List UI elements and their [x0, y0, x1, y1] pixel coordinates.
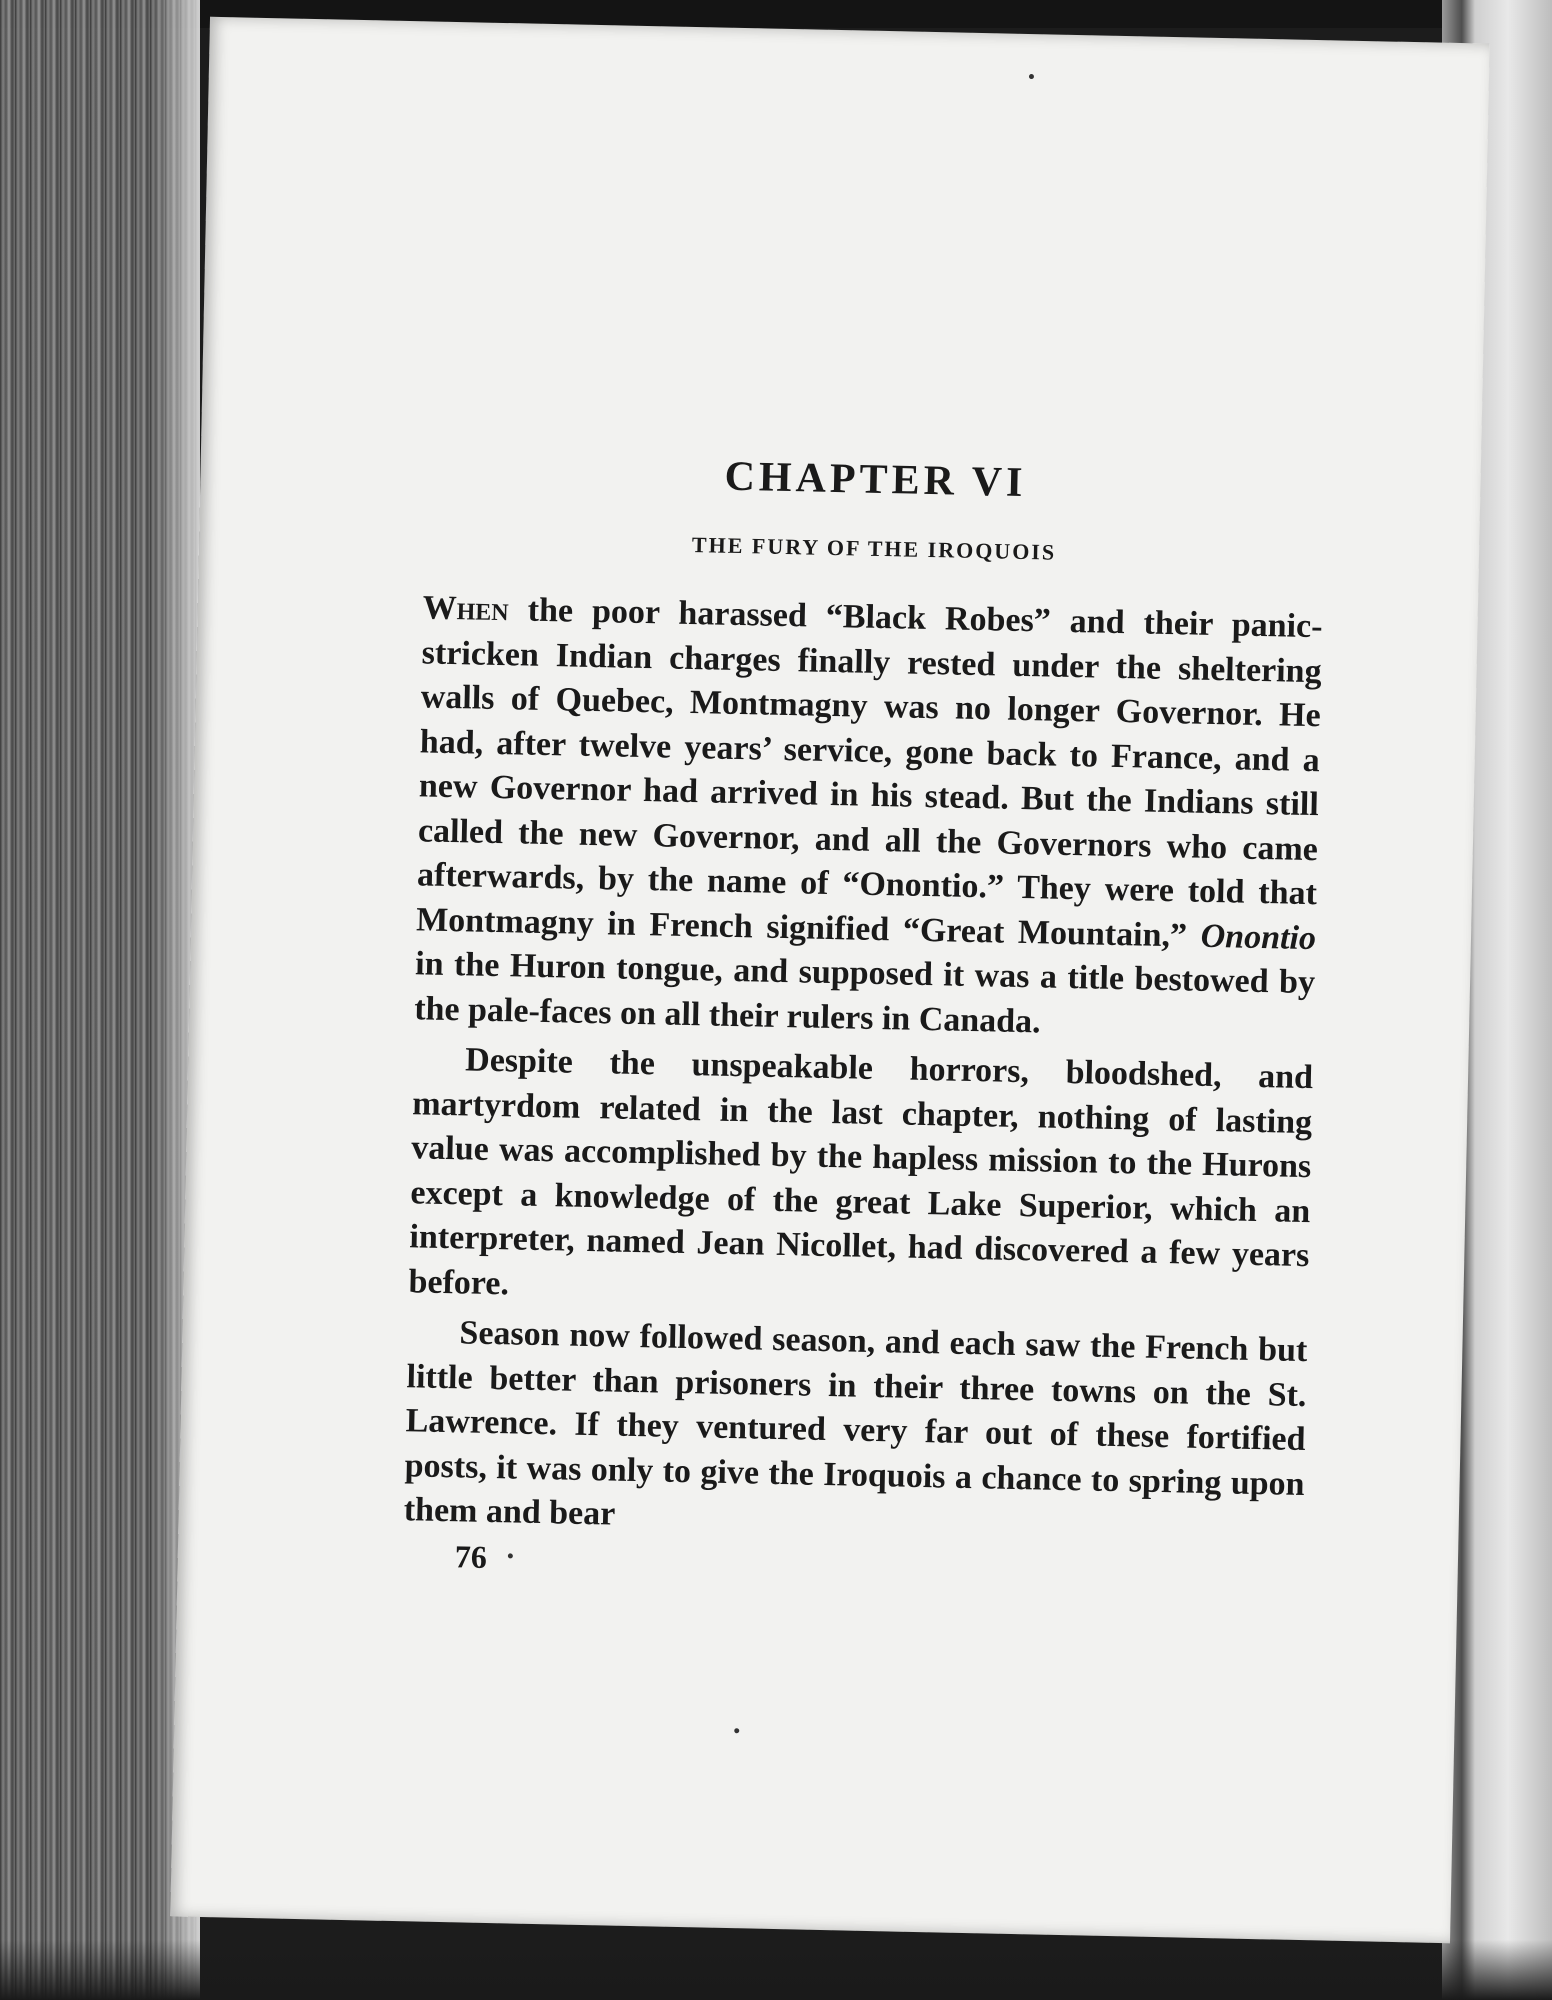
- paragraph-1: [414, 586, 1323, 1050]
- book-page-edges: [0, 0, 200, 2000]
- page-paper: [170, 17, 1490, 1943]
- chapter-subtitle: THE FURY OF THE IROQUOIS: [691, 532, 1057, 565]
- paper-speck: [734, 1728, 739, 1733]
- paragraph-lead-word: When: [422, 589, 510, 629]
- page-number: 76: [454, 1537, 488, 1575]
- paragraph-italic-word: Onontio: [1200, 917, 1317, 957]
- paragraph-3: Season now followed season, and each saw the French but little better than prisoners in their three towns on the St. Lawrence. If they ventured very far out of these fortified posts, it was only to give the Iroquois a chance to spring upon them and bear: [403, 1314, 1308, 1533]
- page-text-block: [402, 446, 1325, 1592]
- paragraph-2: Despite the unspeakable horrors, bloodshed, and martyrdom related in the last chapter, nothing of lasting value was accomplished by the hapless mission to the Hurons except a knowledge of the great Lake Superior, which an interpreter, named Jean Nicollet, had discovered a few years before.: [408, 1041, 1314, 1302]
- paragraph-text: the poor harassed “Black Robes” and their panic-stricken Indian charges finally rested under the sheltering walls of Quebec, Montmagny was no longer Governor. He had, after twelve years’ service, gone back to France, and a new Governor had arrived in his stead. But the Indians still called the new Governor, and all the Governors who came afterwards, by the name of “Onontio.” They were told that Montmagny in French signified “Great Mountain,”: [415, 591, 1323, 955]
- chapter-title: CHAPTER VI: [724, 453, 1027, 506]
- scanner-bottom-shadow: [0, 1940, 1552, 2000]
- paragraph-text-continued: in the Huron tongue, and supposed it was a title bestowed by the pale-faces on all their rulers in Canada.: [413, 945, 1316, 1040]
- paper-speck: [1029, 74, 1034, 79]
